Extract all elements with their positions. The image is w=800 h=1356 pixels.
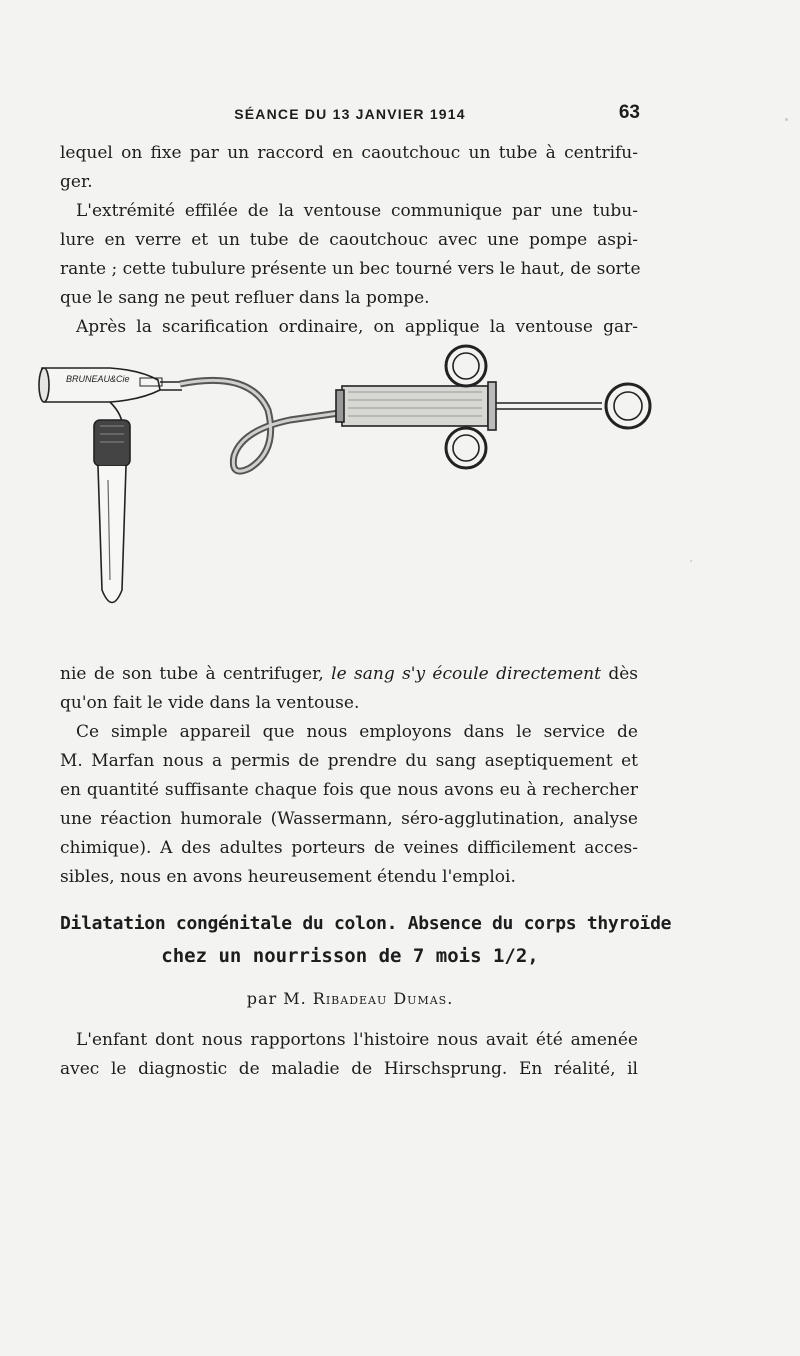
text-line: L'extrémité effilée de la ventouse communique par une tubu- [76, 201, 638, 221]
text-line: qu'on fait le vide dans la ventouse. [60, 693, 360, 713]
maker-mark: BRUNEAU&Cie [66, 374, 130, 384]
text-line: avec le diagnostic de maladie de Hirschsprung. En réalité, il [60, 1059, 638, 1079]
body-text-bottom [60, 1026, 638, 1084]
plunger-rod [496, 403, 602, 409]
thumb-ring [606, 384, 650, 428]
text-line: lequel on fixe par un raccord en caoutchouc un tube à centrifu- [60, 143, 638, 163]
text-line: ger. [60, 172, 93, 192]
article-title: Dilatation congénitale du colon. Absence du corps thyroïde [60, 913, 672, 934]
text-line: sibles, nous en avons heureusement étendu l'emploi. [60, 867, 516, 887]
page-number: 63 [618, 102, 640, 123]
text-line: chimique). A des adultes porteurs de veines difficilement acces- [60, 838, 638, 858]
text-line: en quantité suffisante chaque fois que nous avons eu à rechercher [60, 780, 638, 800]
suction-apparatus-illustration [30, 340, 670, 630]
text-line: que le sang ne peut refluer dans la pompe. [60, 288, 430, 308]
text-line: rante ; cette tubulure présente un bec tourné vers le haut, de sorte [60, 259, 641, 279]
text-line: Après la scarification ordinaire, on applique la ventouse gar- [76, 317, 638, 337]
figure-suction-apparatus [30, 340, 670, 630]
text-line: M. Marfan nous a permis de prendre du sang aseptiquement et [60, 751, 638, 771]
text-line: L'enfant dont nous rapportons l'histoire nous avait été amenée [76, 1030, 638, 1050]
centrifuge-tube [98, 466, 126, 603]
text-line: nie de son tube à centrifuger, le sang s'y écoule directement dès [60, 664, 638, 684]
paper-speck [785, 118, 788, 121]
text-line: Ce simple appareil que nous employons dans le service de [76, 722, 638, 742]
author-name: Ribadeau Dumas. [312, 989, 454, 1008]
text-line: lure en verre et un tube de caoutchouc avec une pompe aspi- [60, 230, 638, 250]
running-title: SÉANCE DU 13 JANVIER 1914 [234, 106, 466, 122]
rubber-connector [94, 420, 130, 466]
italic-phrase: le sang s'y écoule directement [331, 664, 601, 684]
article-byline: par M. Ribadeau Dumas. [246, 989, 454, 1008]
article-title-block [60, 908, 672, 1014]
running-head [60, 104, 640, 128]
paper-speck [690, 560, 692, 562]
finger-ring-top [446, 346, 486, 386]
article-title-continued: chez un nourrisson de 7 mois 1/2, [161, 945, 539, 967]
finger-ring-bottom [446, 428, 486, 468]
body-text-middle [60, 660, 638, 892]
text-line: une réaction humorale (Wassermann, séro-agglutination, analyse [60, 809, 638, 829]
body-text-top [60, 139, 641, 342]
